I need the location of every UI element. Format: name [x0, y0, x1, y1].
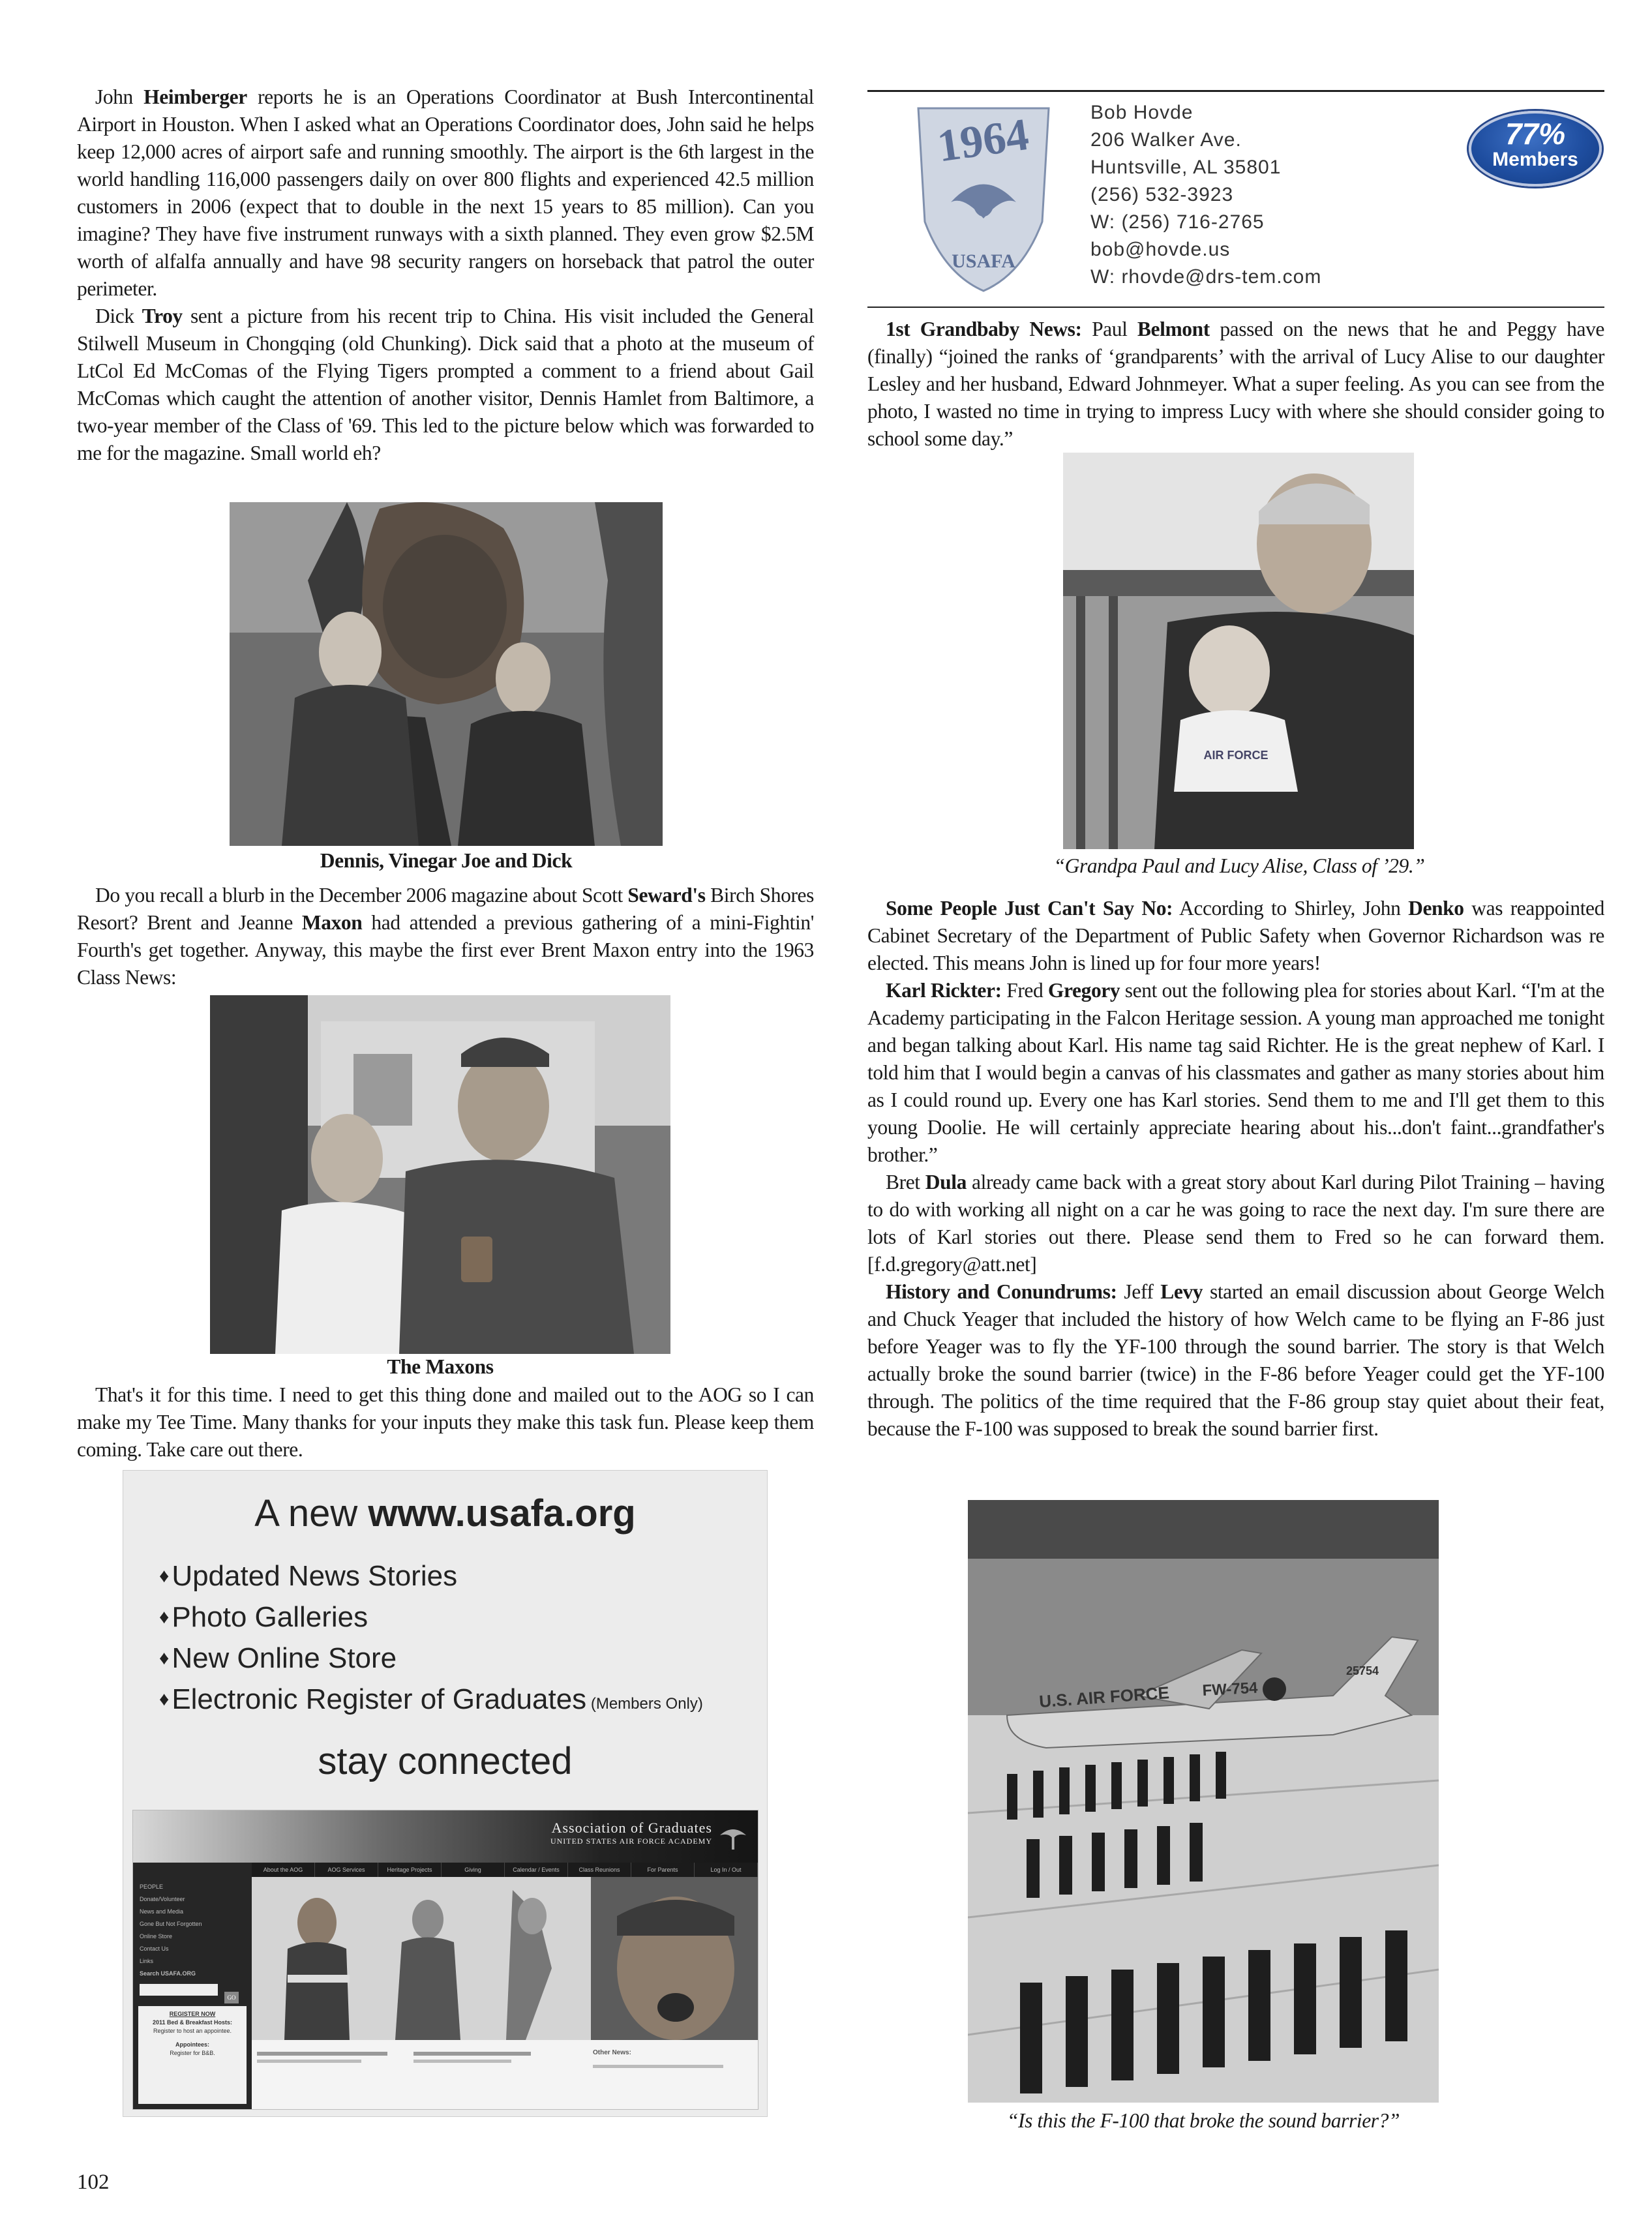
diamond-bullet-icon: ♦	[159, 1647, 170, 1669]
ad-title	[123, 1492, 767, 1535]
text-run: Paul	[1081, 318, 1137, 340]
page-number: 102	[77, 2170, 110, 2194]
site-search-label: Search USAFA.ORG	[140, 1970, 196, 1977]
text-run: Fred	[1001, 979, 1048, 1002]
bold-name: Seward's	[627, 884, 706, 907]
paragraph	[867, 977, 1604, 1169]
ad-feature-item	[159, 1638, 703, 1679]
photo-grandpa-lucy-art	[1063, 453, 1414, 849]
site-appointees: Appointees:	[175, 2041, 209, 2048]
ad-feature-text: Updated News Stories	[172, 1560, 458, 1592]
text-run: sent out the following plea for stories about Karl. “I'm at the Academy participating in the Falcon Heritage session. A young man approached me tonight and began talking about Karl. His name tag said Richter. He is the great nephew of Karl. I told him that I would begin a canvas of his classmates and gather as many stories about him as I could round up. Every one has Karl stories. Send them to me and I'll get them to this young Doolie. He will certainly appreciate hearing about his...don't faint...grandfather's brother.”	[867, 979, 1605, 1166]
members-badge	[1469, 111, 1602, 187]
contact-line: Bob Hovde	[1090, 102, 1194, 123]
site-nav-item[interactable]: For Parents	[631, 1863, 695, 1877]
caption-maxons: The Maxons	[387, 1355, 494, 1378]
photo-f100	[968, 1500, 1439, 2103]
photo-dennis-joe-dick-art	[230, 502, 663, 846]
contact-line: Huntsville, AL 35801	[1090, 157, 1282, 178]
bold-name: Some People Just Can't Say No:	[886, 897, 1173, 920]
site-side-link[interactable]: News and Media	[140, 1908, 184, 1915]
ad-feature-text: Photo Galleries	[172, 1601, 368, 1633]
text-run: Birch Shores Resort? Brent and Jeanne	[77, 884, 814, 934]
plane-side-text: U.S. AIR FORCE	[1038, 1683, 1170, 1711]
bold-name: Dula	[925, 1171, 967, 1193]
plane-tail-number: 25754	[1346, 1664, 1379, 1677]
right-column-top	[867, 316, 1604, 453]
text-run: John	[95, 85, 144, 108]
paragraph	[867, 1169, 1604, 1278]
site-nav-item[interactable]: About the AOG	[252, 1863, 315, 1877]
crest-letters: USAFA	[952, 250, 1015, 272]
text-run: already came back with a great story about Karl during Pilot Training – having to do with working all night on a car he was going to race the next day. I'm sure there are lots of Karl stories out there. Please send them to Fred so he can forward them. [f.d.gregory@att.net]	[867, 1171, 1605, 1276]
paragraph	[77, 303, 814, 467]
paragraph	[77, 882, 814, 991]
ad-title-prefix: A new	[254, 1492, 368, 1535]
text-run: Jeff	[1117, 1280, 1161, 1303]
text-run: started an email discussion about George Welch and Chuck Yeager that included the history of how Welch came to be flying an F-86 just before Yeager was to fly the YF-100 through the sound barrier. The story is that Welch actually broke the sound barrier (twice) in the F-86 before Yeager could get the YF-100 through. The politics of the time required that the F-86 group stay quiet about their feat, because the F-100 was supposed to break the sound barrier first.	[867, 1280, 1604, 1440]
site-banner-text	[550, 1820, 712, 1846]
caption-dennis-joe-dick: Dennis, Vinegar Joe and Dick	[320, 849, 573, 872]
header-bottom-rule	[867, 307, 1604, 308]
bold-name: Levy	[1160, 1280, 1203, 1303]
site-side-link[interactable]: PEOPLE	[140, 1883, 164, 1890]
caption-grandpa-lucy: “Grandpa Paul and Lucy Alise, Class of ’29.”	[1053, 854, 1425, 877]
class-1964-crest-icon	[912, 104, 1055, 293]
falcon-wings-icon	[717, 1821, 749, 1852]
site-search-input[interactable]	[140, 1984, 218, 1996]
left-column-middle	[77, 882, 814, 991]
diamond-bullet-icon: ♦	[159, 1565, 170, 1587]
site-side-link[interactable]: Gone But Not Forgotten	[140, 1921, 202, 1927]
text-run: reports he is an Operations Coordinator at Bush Intercontinental Airport in Houston. When I asked what an Operations Coordinator does, John said he helps keep 12,000 acres of airport safe and running smoothly. The airport is the 6th largest in the world handling 116,000 passengers daily on over 800 flights and experienced 42.5 million customers in 2006 (expect that to double in the next 15 years to 85 million). Can you imagine? They have five instrument runways with a sixth planned. They even grow $2.5M worth of alfalfa annually and have 98 security rangers on horseback that patrol the outer perimeter.	[77, 85, 815, 300]
bold-name: Maxon	[301, 911, 363, 934]
site-nav-item[interactable]: Heritage Projects	[378, 1863, 442, 1877]
left-column-top	[77, 83, 814, 467]
paragraph	[867, 316, 1604, 453]
site-news-line	[257, 2060, 361, 2063]
ad-feature-item	[159, 1679, 703, 1724]
bold-name: Denko	[1408, 897, 1464, 920]
photo-grandpa-lucy	[1063, 453, 1414, 849]
bold-name: Belmont	[1137, 318, 1210, 340]
paragraph	[77, 1381, 814, 1463]
site-side-link[interactable]: Online Store	[140, 1933, 173, 1940]
ad-tagline: stay connected	[318, 1740, 573, 1782]
paragraph	[867, 895, 1604, 977]
site-news-line	[413, 2052, 531, 2056]
usafa-website-ad	[123, 1470, 768, 2117]
site-register-panel	[138, 2006, 247, 2104]
site-search-row	[133, 1980, 252, 2003]
bold-name: Gregory	[1047, 979, 1120, 1002]
header-top-rule	[867, 90, 1604, 92]
text-run: That's it for this time. I need to get this thing done and mailed out to the AOG so I can make my Tee Time. Many thanks for your inputs they make this task fun. Please keep them coming. Take care out there.	[77, 1383, 814, 1461]
site-side-link[interactable]: Donate/Volunteer	[140, 1896, 185, 1902]
ad-feature-item	[159, 1555, 703, 1597]
diamond-bullet-icon: ♦	[159, 1688, 170, 1710]
contact-line: W: (256) 716-2765	[1090, 211, 1265, 233]
photo-maxons	[210, 995, 670, 1354]
ad-feature-item	[159, 1597, 703, 1638]
diamond-bullet-icon: ♦	[159, 1606, 170, 1628]
bold-name: History and Conundrums:	[886, 1280, 1117, 1303]
site-side-links	[133, 1863, 252, 1968]
site-bnb: 2011 Bed & Breakfast Hosts:	[152, 2019, 233, 2026]
contact-line: 206 Walker Ave.	[1090, 129, 1242, 151]
site-news-line	[257, 2052, 387, 2056]
bold-name: 1st Grandbaby News:	[886, 318, 1082, 340]
site-org-name: Association of Graduates	[551, 1820, 712, 1836]
text-run: sent a picture from his recent trip to China. His visit included the General Stilwell Museum in Chongqing (old Chunking). Dick said that a photo at the museum of LtCol Ed McComas of the Flying Tigers prompted a comment to a friend about Gail McComas which caught the attention of another visitor, Dennis Hamlet from Baltimore, a two-year member of the Class of '69. This led to the picture below which was forwarded to me for the magazine. Small world eh?	[77, 305, 814, 464]
site-nav-item[interactable]: Log In / Out	[695, 1863, 758, 1877]
site-nav-item[interactable]: Calendar / Events	[505, 1863, 568, 1877]
site-register-bnb[interactable]: Register for B&B.	[170, 2050, 215, 2056]
bold-name: Troy	[142, 305, 183, 327]
photo-dennis-joe-dick	[230, 502, 663, 846]
ad-feature-text: New Online Store	[172, 1642, 397, 1674]
text-run: Do you recall a blurb in the December 2006 magazine about Scott	[95, 884, 628, 907]
site-hero-art	[252, 1877, 758, 2040]
bold-name: Karl Rickter:	[886, 979, 1002, 1002]
ad-feature-list	[159, 1555, 703, 1724]
site-register-now[interactable]: REGISTER NOW	[169, 2011, 216, 2017]
paragraph	[77, 83, 814, 303]
site-side-link[interactable]: Contact Us	[140, 1945, 169, 1952]
site-search-go-button[interactable]: GO	[224, 1992, 239, 2003]
text-run: passed on the news that he and Peggy have (finally) “joined the ranks of ‘grandparents’ with the arrival of Lucy Alise to our daughter Lesley and her husband, Edward Johnmeyer. What a super feeling. As you can see from the photo, I wasted no time in trying to impress Lucy with where she should consider going to school some day.”	[867, 318, 1605, 450]
ad-feature-note: (Members Only)	[586, 1695, 703, 1713]
ad-feature-text: Electronic Register of Graduates	[172, 1683, 587, 1715]
site-nav-item[interactable]: Class Reunions	[568, 1863, 631, 1877]
contact-line: (256) 532-3923	[1090, 184, 1234, 205]
text-run: According to Shirley, John	[1173, 897, 1409, 920]
text-run: Bret	[886, 1171, 925, 1193]
website-screenshot	[132, 1810, 758, 2110]
contact-line: bob@hovde.us	[1090, 239, 1231, 260]
caption-f100: “Is this the F-100 that broke the sound barrier?”	[1006, 2109, 1400, 2132]
site-banner	[133, 1810, 758, 1863]
photo-maxons-art	[210, 995, 670, 1354]
site-side-link[interactable]: Links	[140, 1958, 154, 1964]
site-news-line	[593, 2065, 723, 2068]
site-sidebar	[133, 1863, 252, 2109]
left-column-bottom	[77, 1381, 814, 1463]
right-column-middle	[867, 895, 1604, 1443]
text-run: was reappointed Cabinet Secretary of the Department of Public Safety when Governor Richardson was re elected. This means John is lined up for four more years!	[867, 897, 1604, 974]
site-register-host: Register to host an appointee.	[153, 2028, 232, 2034]
badge-label: Members	[1492, 149, 1578, 170]
ad-title-url[interactable]: www.usafa.org	[368, 1492, 636, 1535]
site-nav-item[interactable]: AOG Services	[315, 1863, 378, 1877]
contact-line: W: rhovde@drs-tem.com	[1090, 266, 1322, 288]
site-news-line	[413, 2060, 511, 2063]
baby-shirt-text: AIR FORCE	[1203, 749, 1269, 762]
crest-year: 1964	[934, 109, 1032, 172]
site-nav	[252, 1863, 758, 1877]
bold-name: Heimberger	[143, 85, 247, 108]
site-org-sub: UNITED STATES AIR FORCE ACADEMY	[550, 1837, 712, 1846]
paragraph	[867, 1278, 1604, 1443]
site-hero-photos	[252, 1877, 758, 2040]
plane-buzz-number: FW-754	[1201, 1679, 1259, 1700]
site-nav-item[interactable]: Giving	[442, 1863, 505, 1877]
site-news	[257, 2045, 753, 2104]
badge-percent: 77%	[1505, 117, 1566, 151]
photo-f100-art	[968, 1500, 1439, 2103]
text-run: Dick	[95, 305, 142, 327]
scribe-contact-block	[1090, 99, 1430, 291]
text-run: had attended a previous gathering of a mini-Fightin' Fourth's get together. Anyway, this maybe the first ever Brent Maxon entry into the 1963 Class News:	[77, 911, 815, 989]
site-news-label: Other News:	[593, 2049, 631, 2056]
